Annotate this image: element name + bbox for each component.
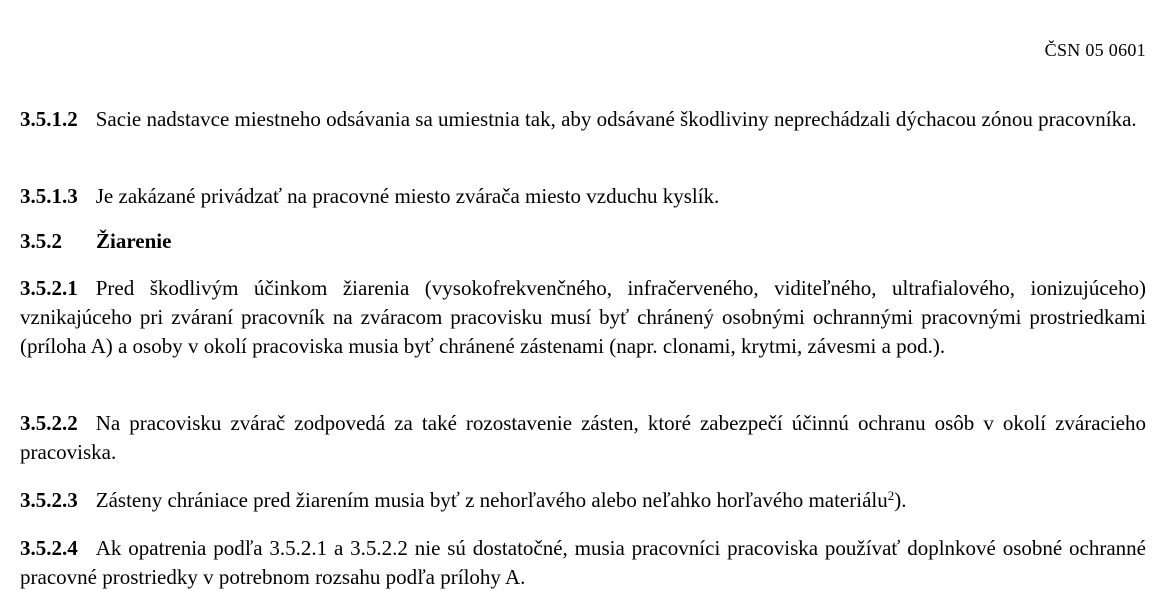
paragraph-3-5-2-3 <box>20 486 1146 515</box>
paragraph-number: 3.5.1.2 <box>20 107 78 131</box>
section-number: 3.5.2 <box>20 229 62 253</box>
paragraph-text: Zásteny chrániace pred žiarením musia byť z nehorľavého alebo neľahko horľavého materiálu <box>95 488 888 512</box>
paragraph-text: Je zakázané privádzať na pracovné miesto zvárača miesto vzduchu kyslík. <box>95 184 720 208</box>
paragraph-number: 3.5.1.3 <box>20 184 78 208</box>
paragraph-3-5-2-1 <box>20 274 1146 361</box>
paragraph-text: Ak opatrenia podľa 3.5.2.1 a 3.5.2.2 nie sú dostatočné, musia pracovníci pracoviska používať doplnkové osobné ochranné pracovné prostriedky v potrebnom rozsahu podľa prílohy A. <box>20 536 1146 589</box>
paragraph-text: Na pracovisku zvárač zodpovedá za také rozostavenie zásten, ktoré zabezpečí účinnú ochranu osôb v okolí zváracieho pracoviska. <box>20 411 1146 464</box>
paragraph-number: 3.5.2.3 <box>20 488 78 512</box>
paragraph-number: 3.5.2.1 <box>20 276 78 300</box>
footnote-reference[interactable]: 2 <box>887 488 895 503</box>
paragraph-text-end: ). <box>894 488 907 512</box>
paragraph-text: Pred škodlivým účinkom žiarenia (vysokofrekvenčného, infračerveného, viditeľného, ultrafialového, ionizujúceho) vznikajúceho pri zváraní pracovník na zváracom pracovisku musí byť chránený osobnými ochrannými pracovnými prostriedkami (príloha A) a osoby v okolí pracoviska musia byť chránené zástenami (napr. clonami, krytmi, závesmi a pod.). <box>20 276 1146 358</box>
paragraph-number: 3.5.2.2 <box>20 411 78 435</box>
document-page <box>20 0 1146 608</box>
standard-code: ČSN 05 0601 <box>1044 40 1146 60</box>
paragraph-3-5-2-2 <box>20 409 1146 467</box>
paragraph-number: 3.5.2.4 <box>20 536 78 560</box>
paragraph-text: Sacie nadstavce miestneho odsávania sa umiestnia tak, aby odsávané škodliviny neprechádzali dýchacou zónou pracovníka. <box>95 107 1137 131</box>
section-heading-3-5-2 <box>20 227 171 256</box>
paragraph-3-5-1-2 <box>20 105 1146 134</box>
paragraph-3-5-1-3 <box>20 182 1146 211</box>
section-title: Žiarenie <box>96 229 172 253</box>
paragraph-3-5-2-4 <box>20 534 1146 592</box>
